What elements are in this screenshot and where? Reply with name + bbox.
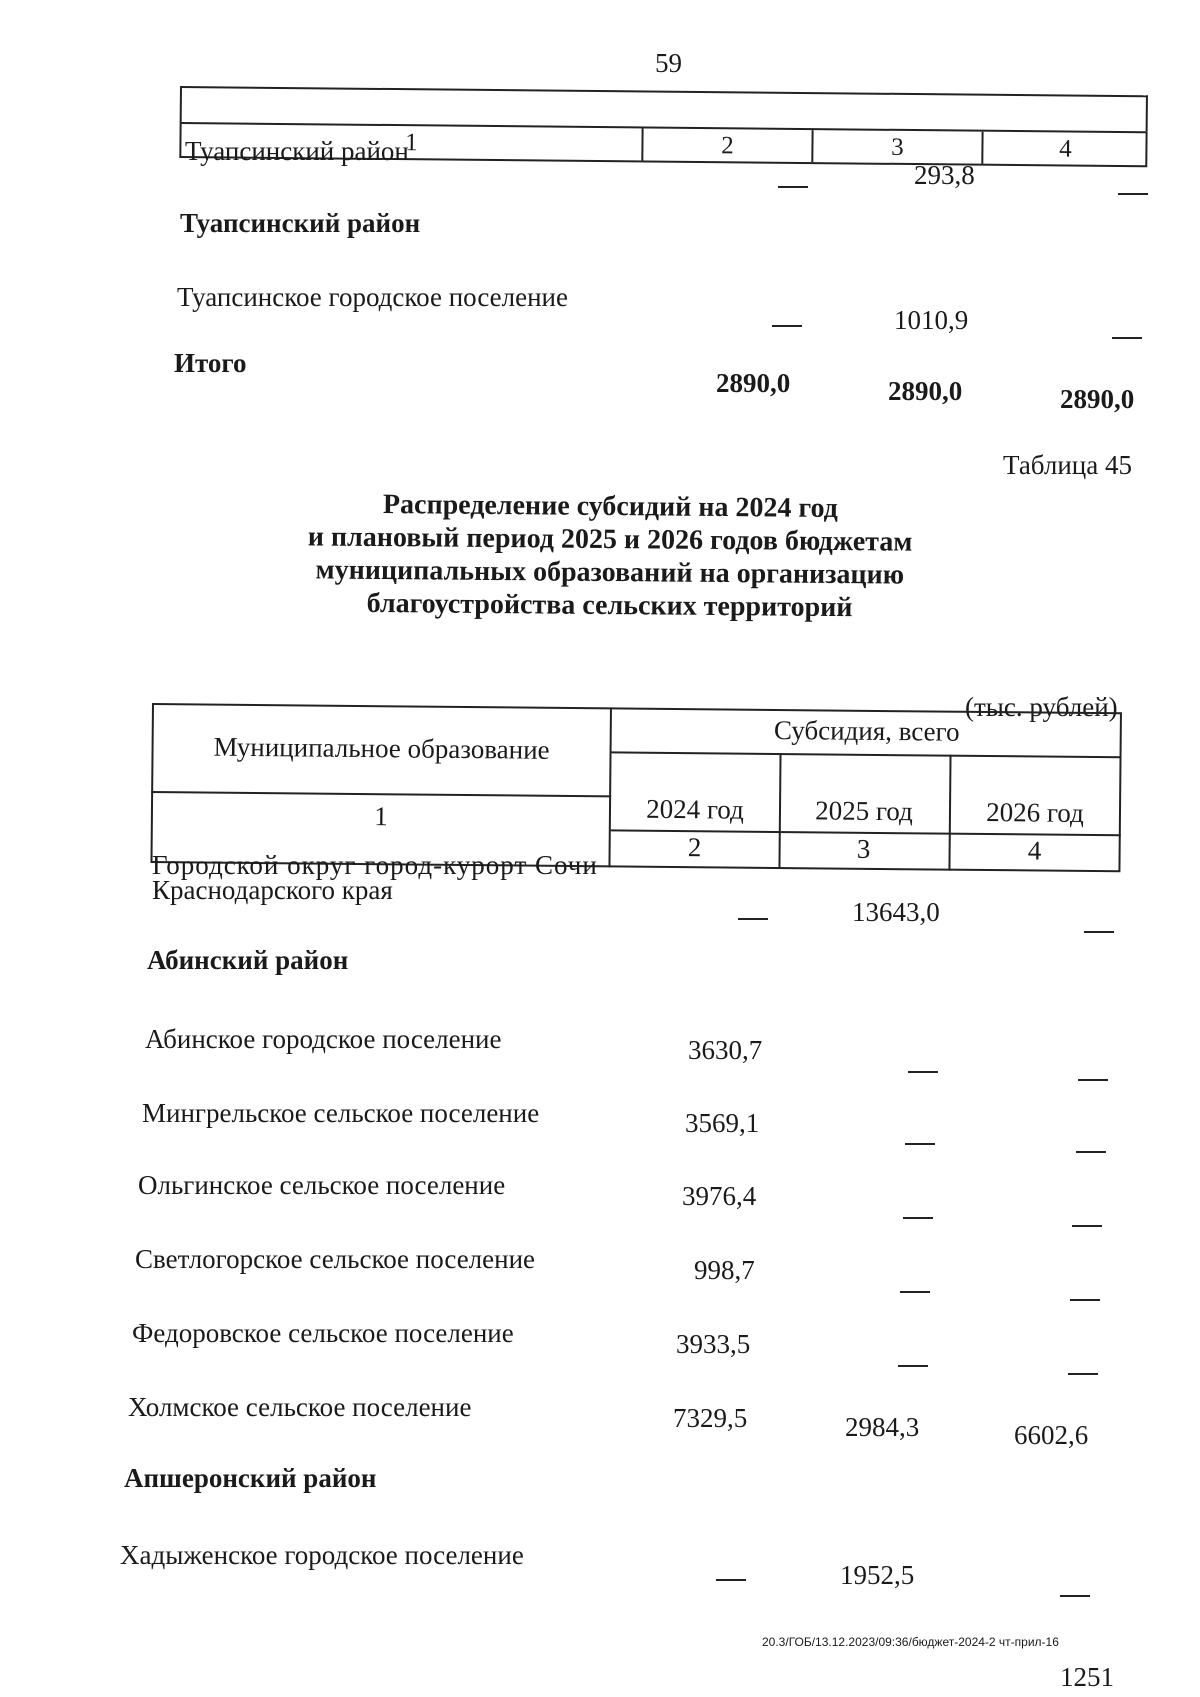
row-value-c2	[716, 1568, 746, 1586]
row-value-c4	[1112, 326, 1142, 344]
total-label: Итого	[174, 348, 247, 378]
page-number-top: 59	[655, 48, 682, 78]
col-number-4: 4	[981, 132, 1147, 166]
header-subsidy-total: Субсидия, всего	[773, 714, 960, 747]
row-name: Мингрельское сельское поселение	[142, 1098, 540, 1128]
row-value-c2: 3976,4	[682, 1181, 757, 1211]
row-value-c3: 293,8	[914, 160, 975, 190]
row-value-c3	[900, 1280, 930, 1298]
row-value-c3: 13643,0	[852, 897, 940, 927]
page-number-bottom: 1251	[1060, 1662, 1114, 1692]
row-name: Ольгинское сельское поселение	[138, 1170, 506, 1200]
row-value-c4	[1060, 1584, 1090, 1602]
row-value-c2: 7329,5	[673, 1403, 748, 1433]
table-caption: Таблица 45	[1003, 450, 1132, 480]
total-c4: 2890,0	[1060, 384, 1135, 414]
row-name: Туапсинское городское поселение	[177, 282, 568, 312]
row-value-c4	[1118, 182, 1148, 200]
header-year-2024: 2024 год	[646, 793, 744, 825]
row-value-c3	[898, 1354, 928, 1372]
row-value-c4	[1078, 1068, 1108, 1086]
table45-header	[150, 703, 1121, 872]
row-value-c3: 1952,5	[840, 1560, 915, 1590]
row-name: Светлогорское сельское поселение	[135, 1244, 536, 1274]
row-value-c2: 3569,1	[685, 1108, 760, 1138]
col-number-2: 2	[687, 832, 702, 863]
row-value-c4	[1072, 1214, 1102, 1232]
total-c2: 2890,0	[716, 368, 791, 398]
col-number-1: 1	[374, 801, 388, 832]
row-value-c2	[738, 907, 768, 925]
row-value-c2: 998,7	[694, 1255, 755, 1285]
row-value-c4: 6602,6	[1014, 1420, 1089, 1450]
row-value-c3	[905, 1132, 935, 1150]
row-value-c3	[903, 1206, 933, 1224]
header-year-2025: 2025 год	[815, 795, 913, 827]
row-value-c4	[1070, 1288, 1100, 1306]
table-title: Распределение субсидий на 2024 год и плановый период 2025 и 2026 годов бюджетам муниципальных образований на организацию благоустройства сельских территорий	[307, 489, 913, 624]
row-name: Федоровское сельское поселение	[132, 1318, 514, 1348]
total-c3: 2890,0	[888, 376, 963, 406]
row-value-c4	[1068, 1362, 1098, 1380]
col-number-1: 1	[405, 129, 418, 157]
col-number-3: 3	[856, 833, 871, 864]
row-value-c2	[772, 314, 802, 332]
district-heading: Абинский район	[147, 945, 349, 975]
col-number-3: 3	[811, 130, 981, 164]
row-value-c2: 3933,5	[676, 1329, 751, 1359]
row-value-c2	[778, 175, 808, 193]
district-heading: Туапсинский район	[180, 208, 421, 238]
col-number-4: 4	[1027, 835, 1042, 866]
row-name: Холмское сельское поселение	[128, 1392, 472, 1422]
header-year-2026: 2026 год	[986, 797, 1084, 828]
row-name: Абинское городское поселение	[145, 1024, 502, 1054]
district-heading: Апшеронский район	[124, 1463, 377, 1493]
row-value-c4	[1084, 920, 1114, 938]
footer-code: 20.3/ГОБ/13.12.2023/09:36/бюджет-2024-2 чт-прил-16	[762, 1635, 1059, 1649]
row-value-c3	[908, 1060, 938, 1078]
row-name: Городской округ город-курорт Сочи	[152, 850, 598, 880]
row-value-c2: 3630,7	[688, 1035, 763, 1065]
row-name-line2: Краснодарского края	[152, 875, 393, 905]
row-name: Туапсинский район	[185, 136, 409, 166]
row-name: Хадыженское городское поселение	[120, 1540, 524, 1570]
header-municipality: Муниципальное образование	[213, 731, 550, 765]
row-value-c3: 2984,3	[845, 1412, 920, 1442]
row-value-c3: 1010,9	[894, 305, 969, 335]
col-number-2: 2	[641, 128, 811, 162]
row-value-c4	[1076, 1140, 1106, 1158]
units-label: (тыс. рублей)	[965, 692, 1118, 722]
